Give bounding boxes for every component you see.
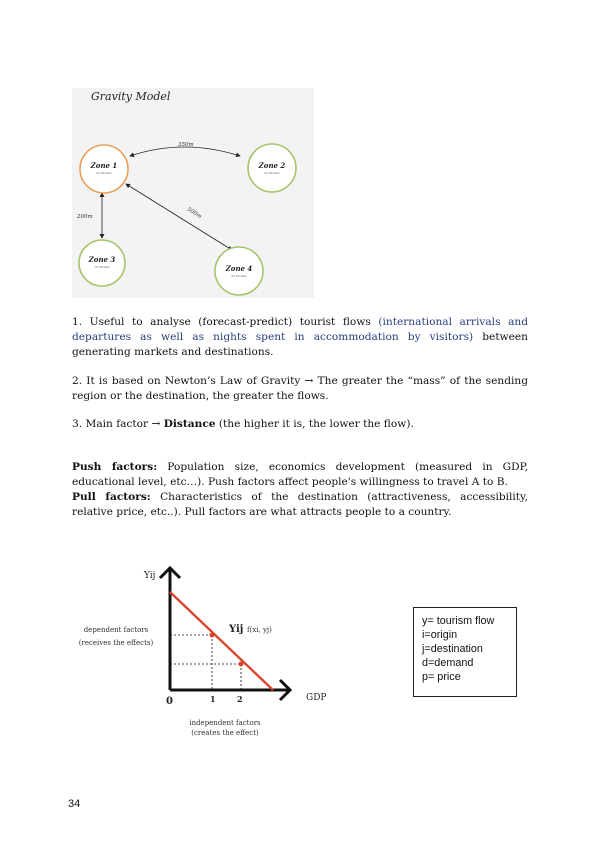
legend-item: y= tourism flow — [422, 615, 495, 627]
legend-item: i=origin — [422, 629, 458, 641]
origin-label: 0 — [166, 696, 173, 707]
x-axis-label: GDP — [306, 693, 327, 703]
independent-factors-line1: independent factors — [189, 719, 261, 727]
gravity-model-diagram — [72, 88, 314, 298]
y-axis-label: Yij — [144, 571, 156, 581]
function-label: Yij — [229, 624, 244, 635]
legend-item: j=destination — [422, 643, 483, 655]
distance-zone1-zone4: 500m — [185, 206, 203, 221]
zone-3-visits: 15 Mvisits — [94, 265, 110, 269]
paragraph-3 — [72, 417, 528, 432]
paragraph-1-highlight: (international arrivals and departures as well as nights spent in accommodation by visitors) — [72, 316, 528, 343]
distance-zone1-zone2: 350m — [178, 142, 194, 148]
distance-zone1-zone3: 200m — [77, 214, 93, 220]
paragraph-3-text: 3. Main factor → — [72, 418, 164, 430]
zone-1-node — [80, 145, 128, 193]
demand-graph — [70, 560, 370, 750]
point-1 — [210, 633, 215, 638]
gravity-model-figure — [72, 88, 314, 298]
tick-2-label: 2 — [237, 694, 243, 704]
page-number: 34 — [68, 798, 81, 810]
zone-4-node — [215, 247, 263, 295]
paragraph-1 — [72, 315, 528, 360]
zone-2-visits: 20 Mvisits — [264, 171, 280, 175]
link-zone1-zone2 — [130, 147, 240, 156]
push-factors-text: Population size, economics development (measured in GDP, educational level, etc…). Push factors affect people's willingness to travel A to B. — [72, 461, 528, 488]
paragraph-1-text: 1. Useful to analyse (forecast-predict) tourist flows — [72, 316, 379, 328]
pull-factors-text: Characteristics of the destination (attractiveness, accessibility, relative price, etc..). Pull factors are what attracts people to a country. — [72, 491, 529, 518]
zone-4-visits: 20 Mvisits — [231, 274, 247, 278]
push-pull-factors — [72, 460, 528, 520]
legend-item: p= price — [422, 671, 461, 683]
zone-1-label: Zone 1 — [90, 161, 118, 170]
demand-graph-svg — [70, 560, 370, 750]
legend-box — [413, 607, 517, 697]
point-2 — [239, 662, 244, 667]
zone-2-label: Zone 2 — [258, 161, 286, 170]
function-args: f(xi, yj) — [247, 626, 272, 634]
paragraph-1-text-end: between generating markets and destinations. — [72, 331, 529, 358]
paragraph-3-bold: Distance — [163, 418, 216, 430]
dependent-factors-line1: dependent factors — [83, 626, 149, 634]
paragraph-2: 2. It is based on Newton’s Law of Gravity → The greater the “mass” of the sending region or the destination, the greater the flows. — [72, 375, 528, 402]
dependent-factors-line2: (receives the effects) — [78, 639, 154, 647]
legend-item: d=demand — [422, 657, 474, 669]
tick-1-label: 1 — [210, 694, 216, 704]
zone-3-node — [79, 240, 125, 286]
figure-title: Gravity Model — [91, 90, 171, 103]
push-factors-label: Push factors: — [72, 461, 158, 473]
zone-4-label: Zone 4 — [225, 264, 253, 273]
link-zone1-zone4 — [126, 184, 232, 250]
pull-factors-label: Pull factors: — [72, 491, 151, 503]
zone-3-label: Zone 3 — [88, 255, 116, 264]
independent-factors-line2: (creates the effect) — [191, 729, 259, 737]
demand-line — [170, 592, 273, 690]
zone-2-node — [248, 144, 296, 192]
paragraph-3-text-end: (the higher it is, the lower the flow). — [215, 418, 414, 430]
zone-1-visits: 20 Mvisits — [96, 171, 112, 175]
